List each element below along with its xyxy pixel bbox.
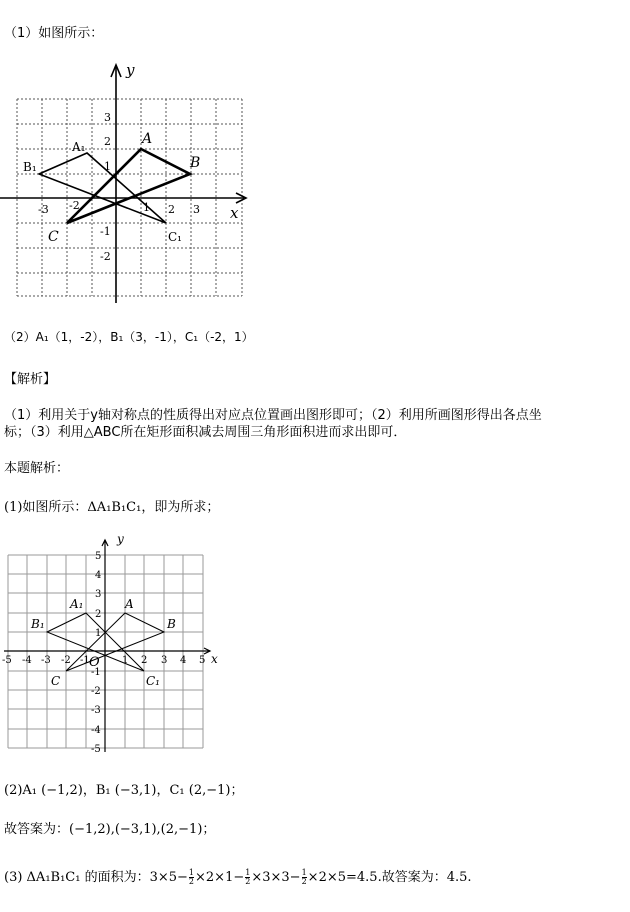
svg-text:5: 5 [199, 655, 206, 666]
figure-1-y-label: y [126, 61, 135, 79]
figure-2-x-ticks [2, 655, 205, 666]
solution-part-2: (2)A₁ (−1,2)，B₁ (−3,1)，C₁ (2,−1)； [4, 783, 244, 798]
svg-text:-2: -2 [69, 199, 80, 212]
svg-text:-2: -2 [61, 655, 71, 666]
fraction-one-half: $\frac{1}{2}$ [188, 868, 195, 886]
figure-1-point-a1: A₁ [72, 140, 86, 154]
answer-coordinates: 故答案为：(−1,2),(−3,1),(2,−1)； [4, 822, 216, 837]
svg-text:2: 2 [104, 135, 111, 148]
svg-text:3: 3 [161, 655, 168, 666]
svg-text:2: 2 [95, 609, 102, 620]
area-formula [4, 866, 472, 886]
figure-2-axes [4, 540, 210, 752]
solution-part-1: (1)如图所示：ΔA₁B₁C₁，即为所求； [4, 500, 220, 515]
svg-text:-4: -4 [91, 725, 101, 736]
svg-text:-5: -5 [91, 744, 101, 755]
area-term-2: ×3×3− [251, 870, 301, 885]
analysis-header: 【解析】 [4, 372, 57, 387]
analysis-line-2: 标；（3）利用△ABC所在矩形面积减去周围三角形面积进而求出即可． [4, 425, 407, 440]
svg-text:-3: -3 [38, 203, 49, 216]
svg-text:-2: -2 [100, 250, 111, 263]
figure-1-x-label: x [230, 204, 239, 222]
figure-2-origin: O [89, 655, 100, 670]
fraction-one-half: $\frac{1}{2}$ [245, 868, 251, 886]
figure-2-point-b: B [167, 617, 176, 631]
svg-text:-4: -4 [22, 655, 32, 666]
svg-text:-3: -3 [91, 705, 101, 716]
figure-2-coordinate-plot [0, 532, 225, 757]
svg-text:-1: -1 [100, 225, 111, 238]
analysis-line-1: （1）利用关于y轴对称点的性质得出对应点位置画出图形即可；（2）利用所画图形得出各点坐 [4, 408, 542, 423]
svg-text:1: 1 [104, 160, 111, 173]
svg-text:-2: -2 [91, 686, 101, 697]
svg-text:4: 4 [180, 655, 187, 666]
svg-text:3: 3 [95, 589, 102, 600]
figure-1-point-c: C [48, 229, 59, 245]
area-term-1: ×2×1− [195, 870, 245, 885]
svg-text:2: 2 [141, 655, 148, 666]
solution-header: 本题解析： [4, 461, 70, 476]
figure-2-y-label: y [117, 532, 124, 546]
figure-2-point-a: A [125, 597, 134, 611]
svg-text:-1: -1 [80, 655, 90, 666]
figure-2-point-b1: B₁ [31, 617, 45, 631]
part2-answer: （2）A₁（1，-2），B₁（3，-1），C₁（-2，1） [4, 330, 254, 344]
svg-text:3: 3 [104, 111, 111, 124]
svg-text:-3: -3 [41, 655, 51, 666]
svg-text:5: 5 [95, 551, 102, 562]
svg-text:-5: -5 [2, 655, 12, 666]
figure-1-point-a: A [142, 131, 153, 147]
area-prefix: (3) ΔA₁B₁C₁ 的面积为：3×5− [4, 870, 188, 885]
svg-text:2: 2 [168, 203, 175, 216]
figure-1-point-b1: B₁ [23, 160, 37, 174]
figure-2-x-label: x [211, 652, 218, 666]
svg-text:1: 1 [143, 201, 150, 214]
fraction-one-half: $\frac{1}{2}$ [301, 868, 307, 886]
svg-text:1: 1 [122, 655, 129, 666]
figure-2-point-c1: C₁ [146, 674, 160, 688]
figure-2-point-c: C [51, 674, 61, 688]
area-term-3: ×2×5=4.5.故答案为：4.5. [307, 870, 472, 885]
svg-text:-1: -1 [91, 667, 101, 678]
svg-text:3: 3 [193, 203, 200, 216]
figure-1-point-b: B [190, 155, 201, 171]
part1-label: （1）如图所示： [4, 26, 104, 41]
svg-text:1: 1 [95, 628, 102, 639]
svg-text:4: 4 [95, 570, 102, 581]
figure-1-point-c1: C₁ [168, 230, 182, 244]
figure-1-coordinate-plot [0, 55, 260, 315]
figure-2-point-a1: A₁ [70, 597, 84, 611]
